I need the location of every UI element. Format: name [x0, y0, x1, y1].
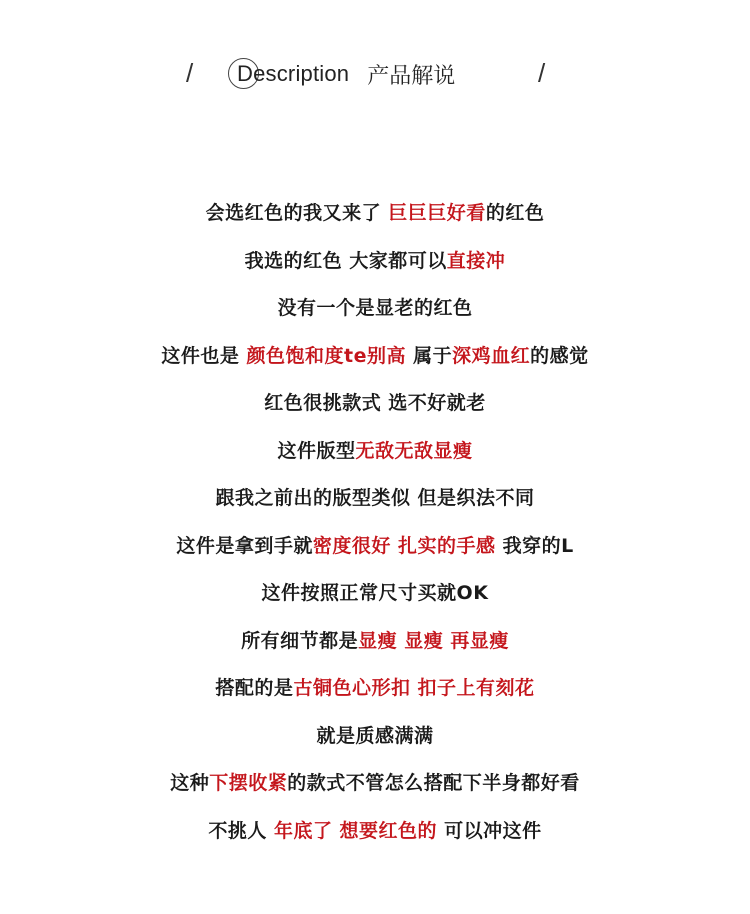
body-text: 属于 [405, 344, 453, 367]
body-text: 我穿的L [495, 534, 574, 557]
description-line [0, 528, 750, 576]
highlight-text: 年底了 想要红色的 [273, 819, 438, 842]
description-line [0, 433, 750, 481]
body-text: 这件版型 [277, 439, 356, 462]
body-text: 这件是拿到手就 [176, 534, 313, 557]
body-text: 不挑人 [208, 819, 274, 842]
body-text: 红色很挑款式 选不好就老 [264, 392, 486, 414]
description-line [0, 670, 750, 718]
highlight-text: 无敌无敌显瘦 [355, 439, 473, 462]
body-text: 我选的红色 大家都可以 [244, 249, 447, 272]
body-text: 搭配的是 [215, 677, 294, 699]
description-line [0, 575, 750, 623]
body-text: 没有一个是显老的红色 [277, 297, 473, 319]
highlight-text: 显瘦 显瘦 再显瘦 [358, 629, 509, 652]
highlight-text: 深鸡血红 [452, 344, 531, 367]
description-line [0, 195, 750, 243]
description-line [0, 385, 750, 433]
body-text: 这件也是 [161, 344, 247, 367]
body-text: 的感觉 [530, 344, 589, 367]
highlight-text: 古铜色心形扣 扣子上有刻花 [293, 677, 535, 699]
highlight-text: 颜色饱和度te别高 [246, 344, 406, 367]
right-slash: / [538, 58, 546, 88]
body-text: 可以冲这件 [437, 819, 542, 842]
description-line [0, 813, 750, 861]
description-line [0, 718, 750, 766]
body-text: 跟我之前出的版型类似 但是织法不同 [215, 487, 535, 509]
body-text: 的款式不管怎么搭配下半身都好看 [287, 772, 580, 794]
description-line [0, 623, 750, 671]
highlight-text: 巨巨巨好看 [388, 202, 486, 224]
description-text-block [0, 195, 750, 860]
header-title [228, 52, 455, 96]
left-slash: / [186, 58, 194, 88]
body-text: 就是质感满满 [316, 724, 434, 747]
body-text: 会选红色的我又来了 [205, 202, 389, 224]
highlight-text: 下摆收紧 [209, 772, 288, 794]
body-text: 所有细节都是 [241, 629, 359, 652]
highlight-text: 密度很好 扎实的手感 [312, 534, 496, 557]
description-line [0, 290, 750, 338]
description-line [0, 338, 750, 386]
body-text: 的红色 [485, 202, 545, 224]
description-line [0, 243, 750, 291]
title-english: Description [237, 61, 350, 86]
body-text: 这种 [170, 772, 210, 794]
description-line [0, 480, 750, 528]
body-text: 这件按照正常尺寸买就OK [261, 582, 489, 604]
description-header [0, 52, 750, 96]
title-chinese: 产品解说 [367, 63, 456, 89]
description-line [0, 765, 750, 813]
highlight-text: 直接冲 [446, 249, 506, 272]
